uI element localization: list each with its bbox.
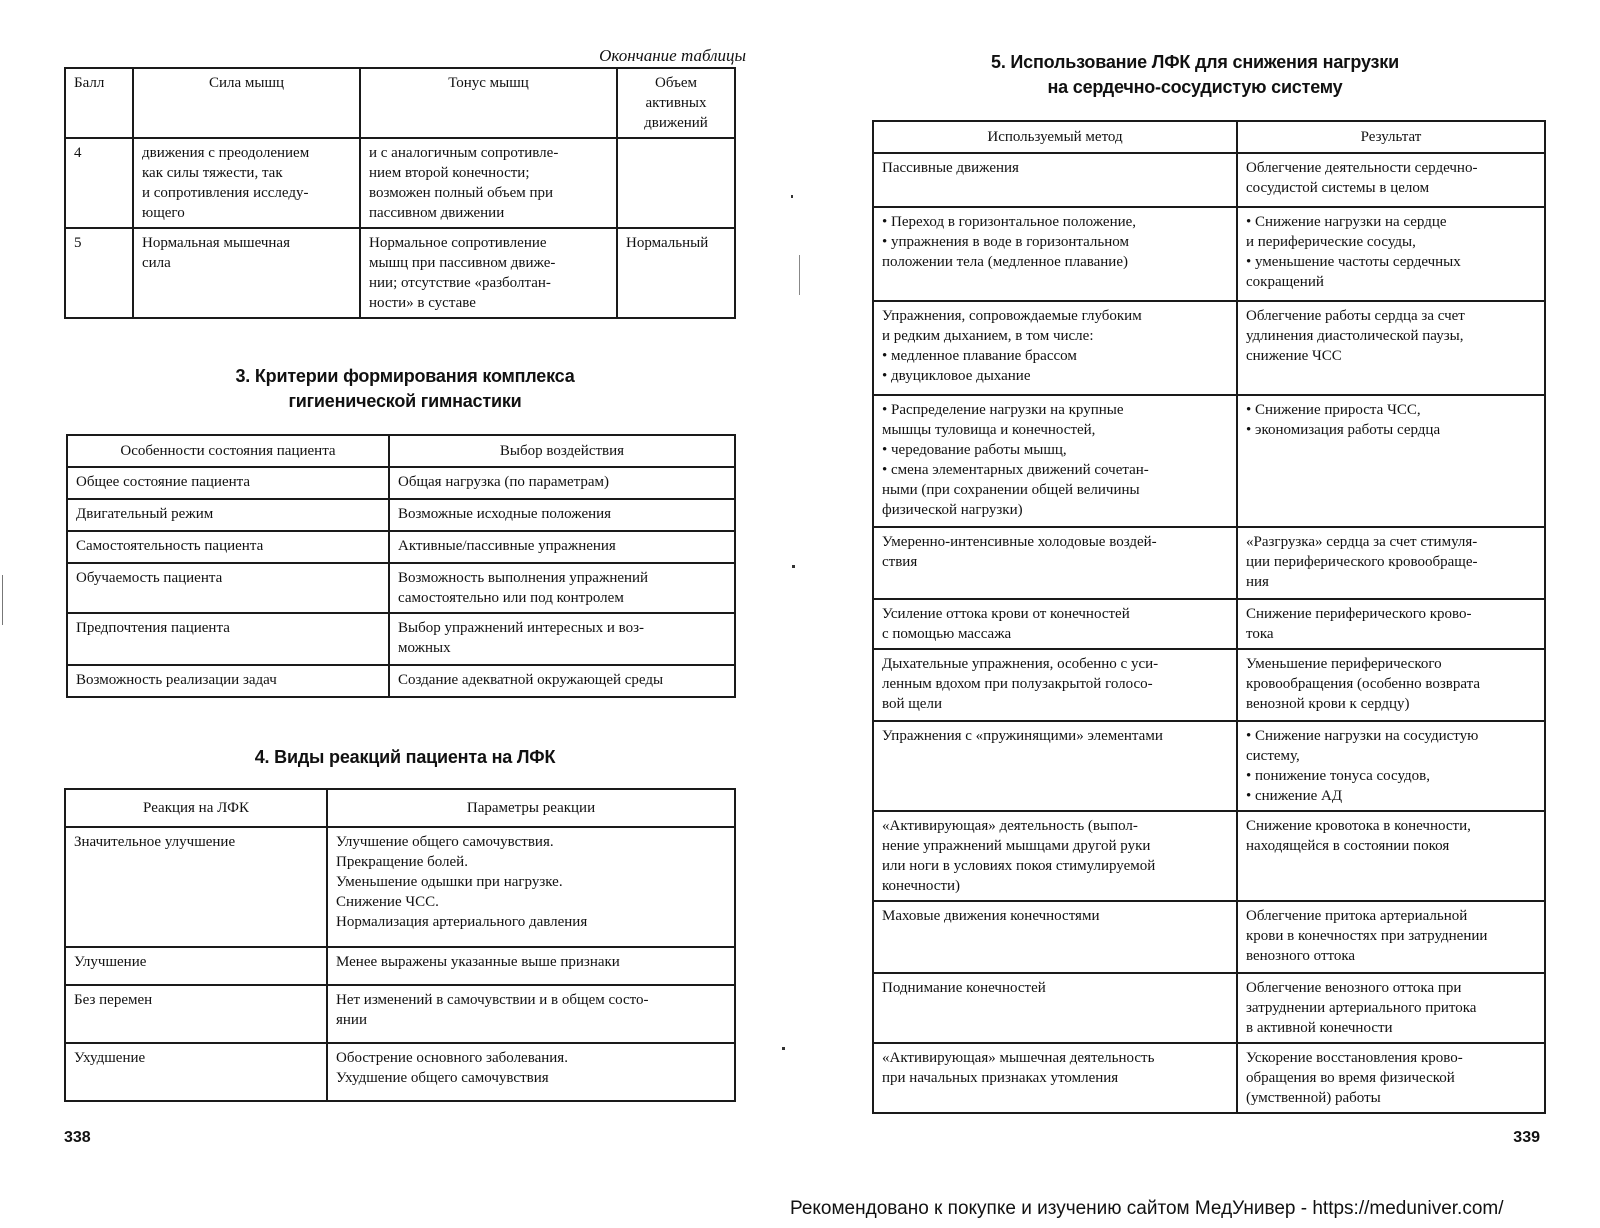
table-row [67, 467, 735, 499]
table-row [67, 499, 735, 531]
table-row [873, 973, 1545, 1043]
table-row [873, 811, 1545, 901]
table-row [873, 599, 1545, 649]
table-cell: Общее состояние пациента [67, 467, 389, 499]
table-cell: Нет изменений в самочувствии и в общем состо- янии [327, 985, 735, 1043]
table-row [873, 1043, 1545, 1113]
table-cell: Нормальное сопротивление мышц при пассивном движе- нии; отсутствие «разболтан- ности» в суставе [360, 228, 617, 318]
gutter-mark [799, 255, 800, 295]
table-cell [617, 138, 735, 228]
gutter-mark [791, 195, 793, 198]
table-cell: Упражнения, сопровождаемые глубоким и редким дыханием, в том числе: • медленное плавание брассом • двуцикловое дыхание [873, 301, 1237, 395]
table-cell: Ускорение восстановления крово- обращения во время физической (умственной) работы [1237, 1043, 1545, 1113]
table-cell: Улучшение общего самочувствия. Прекращение болей. Уменьшение одышки при нагрузке. Снижение ЧСС. Нормализация артериального давления [327, 827, 735, 947]
table-cell: • Снижение нагрузки на сердце и периферические сосуды, • уменьшение частоты сердечных сокращений [1237, 207, 1545, 301]
table-cell: Выбор упражнений интересных и воз- можных [389, 613, 735, 665]
table-cell: Возможность реализации задач [67, 665, 389, 697]
gutter-mark [782, 1047, 785, 1050]
table-cell: • Снижение прироста ЧСС, • экономизация работы сердца [1237, 395, 1545, 527]
table-cell: движения с преодолением как силы тяжести, так и сопротивления исследу- ющего [133, 138, 360, 228]
criteria-table [66, 434, 736, 698]
table-cell: • Снижение нагрузки на сосудистую систему, • понижение тонуса сосудов, • снижение АД [1237, 721, 1545, 811]
table-header: Результат [1237, 121, 1545, 153]
table-header: Выбор воздействия [389, 435, 735, 467]
table-row [873, 395, 1545, 527]
footer-recommendation: Рекомендовано к покупке и изучению сайтом МедУнивер - https://meduniver.com/ [790, 1198, 1504, 1219]
table-row [65, 138, 735, 228]
continuation-label: Окончание таблицы [599, 46, 746, 65]
table-cell: Улучшение [65, 947, 327, 985]
table-cell: Нормальный [617, 228, 735, 318]
table-row [65, 947, 735, 985]
table-header: Используемый метод [873, 121, 1237, 153]
table-cell: • Распределение нагрузки на крупные мышцы туловища и конечностей, • чередование работы мышц, • смена элементарных движений сочетан- ными (при сохранении общей величины физической нагрузки) [873, 395, 1237, 527]
table-row [873, 901, 1545, 973]
table-row [67, 531, 735, 563]
table-row [67, 665, 735, 697]
table-cell: Снижение кровотока в конечности, находящейся в состоянии покоя [1237, 811, 1545, 901]
table-header: Тонус мышц [360, 68, 617, 138]
section-5-title: 5. Использование ЛФК для снижения нагрузки на сердечно-сосудистую систему [991, 52, 1399, 97]
table-row [65, 985, 735, 1043]
table-row [873, 527, 1545, 599]
table-cell: Облегчение деятельности сердечно- сосудистой системы в целом [1237, 153, 1545, 207]
table-cell: Нормальная мышечная сила [133, 228, 360, 318]
table-cell: Без перемен [65, 985, 327, 1043]
reactions-table [64, 788, 736, 1102]
table-cell: «Активирующая» мышечная деятельность при начальных признаках утомления [873, 1043, 1237, 1113]
table-cell: Общая нагрузка (по параметрам) [389, 467, 735, 499]
gutter-mark [2, 575, 3, 625]
table-row [873, 649, 1545, 721]
page-number-left: 338 [64, 1129, 91, 1146]
table-cell: Значительное улучшение [65, 827, 327, 947]
table-row [65, 827, 735, 947]
table-header: Параметры реакции [327, 789, 735, 827]
table-cell: и с аналогичным сопротивле- нием второй конечности; возможен полный объем при пассивном движении [360, 138, 617, 228]
table-row [65, 228, 735, 318]
table-cell: Менее выражены указанные выше признаки [327, 947, 735, 985]
table-cell: Обучаемость пациента [67, 563, 389, 613]
table-row [67, 563, 735, 613]
table-cell: Умеренно-интенсивные холодовые воздей- ствия [873, 527, 1237, 599]
muscle-table [64, 67, 736, 319]
table-cell: Дыхательные упражнения, особенно с уси- ленным вдохом при полузакрытой голосо- вой щели [873, 649, 1237, 721]
left-page [64, 0, 746, 1160]
table-cell: Облегчение венозного оттока при затруднении артериального притока в активной конечности [1237, 973, 1545, 1043]
table-cell: Двигательный режим [67, 499, 389, 531]
table-cell: Облегчение работы сердца за счет удлинения диастолической паузы, снижение ЧСС [1237, 301, 1545, 395]
section-3-title: 3. Критерии формирования комплекса гигиенической гимнастики [235, 366, 575, 411]
cardio-load-table [872, 120, 1546, 1114]
table-row [873, 301, 1545, 395]
table-cell: Упражнения с «пружинящими» элементами [873, 721, 1237, 811]
table-cell: Создание адекватной окружающей среды [389, 665, 735, 697]
table-cell: Предпочтения пациента [67, 613, 389, 665]
table-header: Объем активных движений [617, 68, 735, 138]
table-cell: Поднимание конечностей [873, 973, 1237, 1043]
table-cell: Снижение периферического крово- тока [1237, 599, 1545, 649]
table-header: Особенности состояния пациента [67, 435, 389, 467]
table-cell: 5 [65, 228, 133, 318]
table-row [65, 1043, 735, 1101]
table-cell: Облегчение притока артериальной крови в конечностях при затруднении венозного оттока [1237, 901, 1545, 973]
table-cell: «Активирующая» деятельность (выпол- нение упражнений мышцами другой руки или ноги в условиях покоя стимулируемой конечности) [873, 811, 1237, 901]
table-row [67, 613, 735, 665]
table-cell: Возможность выполнения упражнений самостоятельно или под контролем [389, 563, 735, 613]
table-row [873, 153, 1545, 207]
section-4-title: 4. Виды реакций пациента на ЛФК [254, 747, 556, 767]
table-cell: 4 [65, 138, 133, 228]
table-cell: Активные/пассивные упражнения [389, 531, 735, 563]
table-cell: • Переход в горизонтальное положение, • упражнения в воде в горизонтальном положении тела (медленное плавание) [873, 207, 1237, 301]
table-cell: Усиление оттока крови от конечностей с помощью массажа [873, 599, 1237, 649]
table-cell: Маховые движения конечностями [873, 901, 1237, 973]
table-cell: Обострение основного заболевания. Ухудшение общего самочувствия [327, 1043, 735, 1101]
table-cell: Самостоятельность пациента [67, 531, 389, 563]
table-cell: «Разгрузка» сердца за счет стимуля- ции периферического кровообраще- ния [1237, 527, 1545, 599]
table-cell: Пассивные движения [873, 153, 1237, 207]
gutter-mark [792, 565, 795, 568]
table-header: Балл [65, 68, 133, 138]
page-number-right: 339 [1513, 1129, 1540, 1146]
table-header: Сила мышц [133, 68, 360, 138]
table-header: Реакция на ЛФК [65, 789, 327, 827]
table-row [873, 207, 1545, 301]
table-row [873, 721, 1545, 811]
right-page [866, 0, 1548, 1160]
table-cell: Ухудшение [65, 1043, 327, 1101]
table-cell: Уменьшение периферического кровообращения (особенно возврата венозной крови к сердцу) [1237, 649, 1545, 721]
table-cell: Возможные исходные положения [389, 499, 735, 531]
